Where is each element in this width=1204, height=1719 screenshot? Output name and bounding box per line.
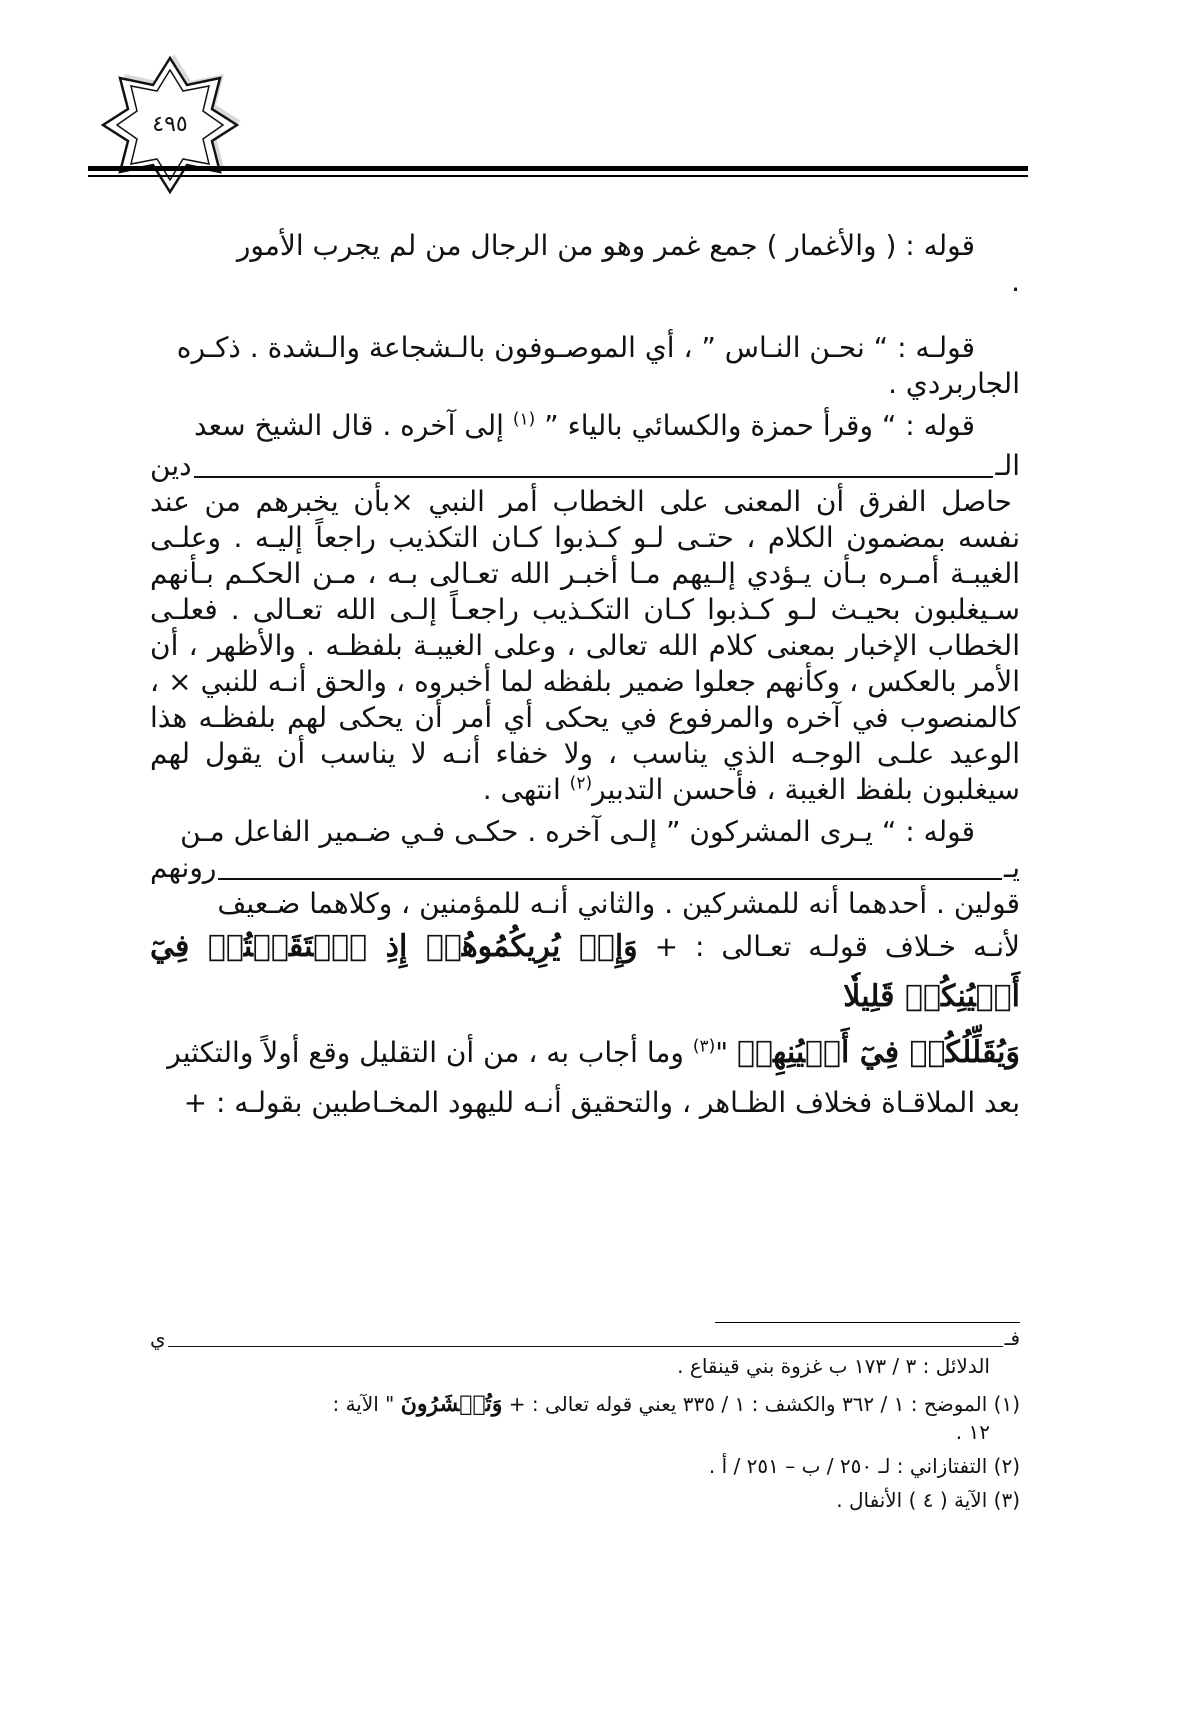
header-rule-thick — [88, 166, 1028, 171]
stretched-word-start: الـ — [995, 449, 1020, 482]
kashida-line — [218, 878, 1002, 880]
stretched-word — [150, 448, 1020, 484]
footnote-ref: (١) — [512, 409, 536, 430]
paragraph-text: قولين . أحدهما أنه للمشركين . والثاني أنـه للمؤمنين ، وكلاهما ضـعيف — [217, 887, 1020, 920]
stretched-word-start: فـ — [1004, 1326, 1020, 1350]
paragraph-text: لأنـه خـلاف قولـه تعـالى : + — [654, 930, 1021, 963]
footnote-1 — [150, 1390, 1020, 1446]
stretched-word-start: يـ — [1004, 851, 1020, 884]
footnote-3: (٣) الآية ( ٤ ) الأنفال . — [836, 1488, 1020, 1512]
quran-verse: وَيُقَلِّلُكُمۡ فِيٓ أَعۡيُنِهِمۡ — [737, 1035, 1020, 1070]
paragraph-text: انتهى . — [482, 773, 561, 806]
paragraph-end-mark: . — [1011, 265, 1020, 298]
footnote-2: (٢) التفتازاني : لـ ٢٥٠ / ب – ٢٥١ / أ . — [708, 1454, 1020, 1478]
stretched-word — [150, 1328, 1020, 1352]
paragraph-text: الجاربردي . — [888, 367, 1020, 400]
footnotes — [150, 1328, 1020, 1520]
footnote-text: ١٢ . — [955, 1420, 990, 1444]
paragraph — [150, 228, 1020, 300]
paragraph-text: وما أجاب به ، من أن التقليل وقع أولاً والتكثير — [167, 1036, 684, 1069]
paragraph — [150, 330, 1020, 402]
paragraph — [150, 814, 1020, 850]
paragraph-text: قوله : “ وقرأ حمزة والكسائي بالياء ” — [544, 409, 975, 442]
paragraph — [150, 484, 1020, 808]
paragraph-text: قولـه : “ نحـن النـاس ” ، أي الموصـوفون بالـشجاعة والـشدة . ذكـره — [176, 331, 975, 364]
kashida-line — [194, 476, 994, 478]
stretched-word — [150, 850, 1020, 886]
footnote-separator — [715, 1322, 1020, 1323]
footnote-ref: (٢) — [569, 773, 593, 794]
footnote-continuation: الدلائل : ٣ / ١٧٣ ب غزوة بني قينقاع . — [677, 1354, 990, 1378]
quran-verse: وَتُحۡشَرُونَ — [400, 1391, 503, 1417]
stretched-word-end: ي — [150, 1326, 166, 1350]
paragraph — [150, 408, 1020, 444]
footnote-text: (١) الموضح : ١ / ٣٦٢ والكشف : ١ / ٣٣٥ يعني قوله تعالى : + — [508, 1392, 1020, 1416]
paragraph-text: قوله : “ يـرى المشركون ” إلـى آخره . حكـى فـي ضـمير الفاعل مـن — [180, 815, 975, 848]
main-text — [150, 228, 1020, 1142]
page-number: ٤٩٥ — [152, 112, 188, 137]
paragraph-text: حاصل الفرق أن المعنى على الخطاب أمر النبي ×بأن يخبرهم من عند نفسه بمضمون الكلام ، حتـى لـو كـذبوا كـان التكذيب راجعاً إليـه . وعلـى الغيبـة أمـره بـأن يـؤدي إلـيهم مـا أخبـر الله تعـالى بـه ، مـن الحكـم بـأنهم سـيغلبون بحيـث لـو كـذبوا كـان التكـذيب راجعـاً إلـى الله تعـالى . فعلـى الخطاب الإخبار بمعنى كلام الله تعالى ، وعلى الغيبـة بلفظـه . والأظهر ، أن الأمر بالعكس ، وكأنهم جعلوا ضمير بلفظه لما أخبروه ، والحق أنـه للنبي × ، كالمنصوب في آخره والمرفوع في يحكى أي أمر أن يحكى لهم بلفظـه هذا الوعيد علـى الوجـه الذي يناسب ، ولا خفاء أنـه لا يناسب أن يقول لهم سيغلبون بلفظ الغيبة ، فأحسن التدبير — [150, 485, 1020, 806]
stretched-word-end: رونهم — [150, 851, 217, 884]
paragraph — [150, 886, 1020, 1128]
footnote-ref: (٣) — [692, 1036, 716, 1057]
footnote-text: " الآية : — [332, 1392, 395, 1416]
kashida-line — [168, 1346, 1003, 1347]
quran-verse: وَإِذۡ يُرِيكُمُوهُمۡ إِذِ ٱلۡتَقَيۡتُمۡ فِيٓ أَعۡيُنِكُمۡ قَلِيلٗا — [150, 929, 1020, 1014]
header-rule-thin — [88, 175, 1028, 177]
page-number-badge — [95, 50, 245, 200]
stretched-word-end: دين — [150, 449, 192, 482]
paragraph-text: إلى آخره . قال الشيخ سعد — [193, 409, 504, 442]
quote-mark: " — [715, 1036, 729, 1069]
paragraph-text: بعد الملاقـاة فخلاف الظـاهر ، والتحقيق أنـه لليهود المخـاطبين بقولـه : + — [183, 1086, 1020, 1119]
paragraph-text: قوله : ( والأغمار ) جمع غمر وهو من الرجال من لم يجرب الأمور — [236, 229, 975, 262]
